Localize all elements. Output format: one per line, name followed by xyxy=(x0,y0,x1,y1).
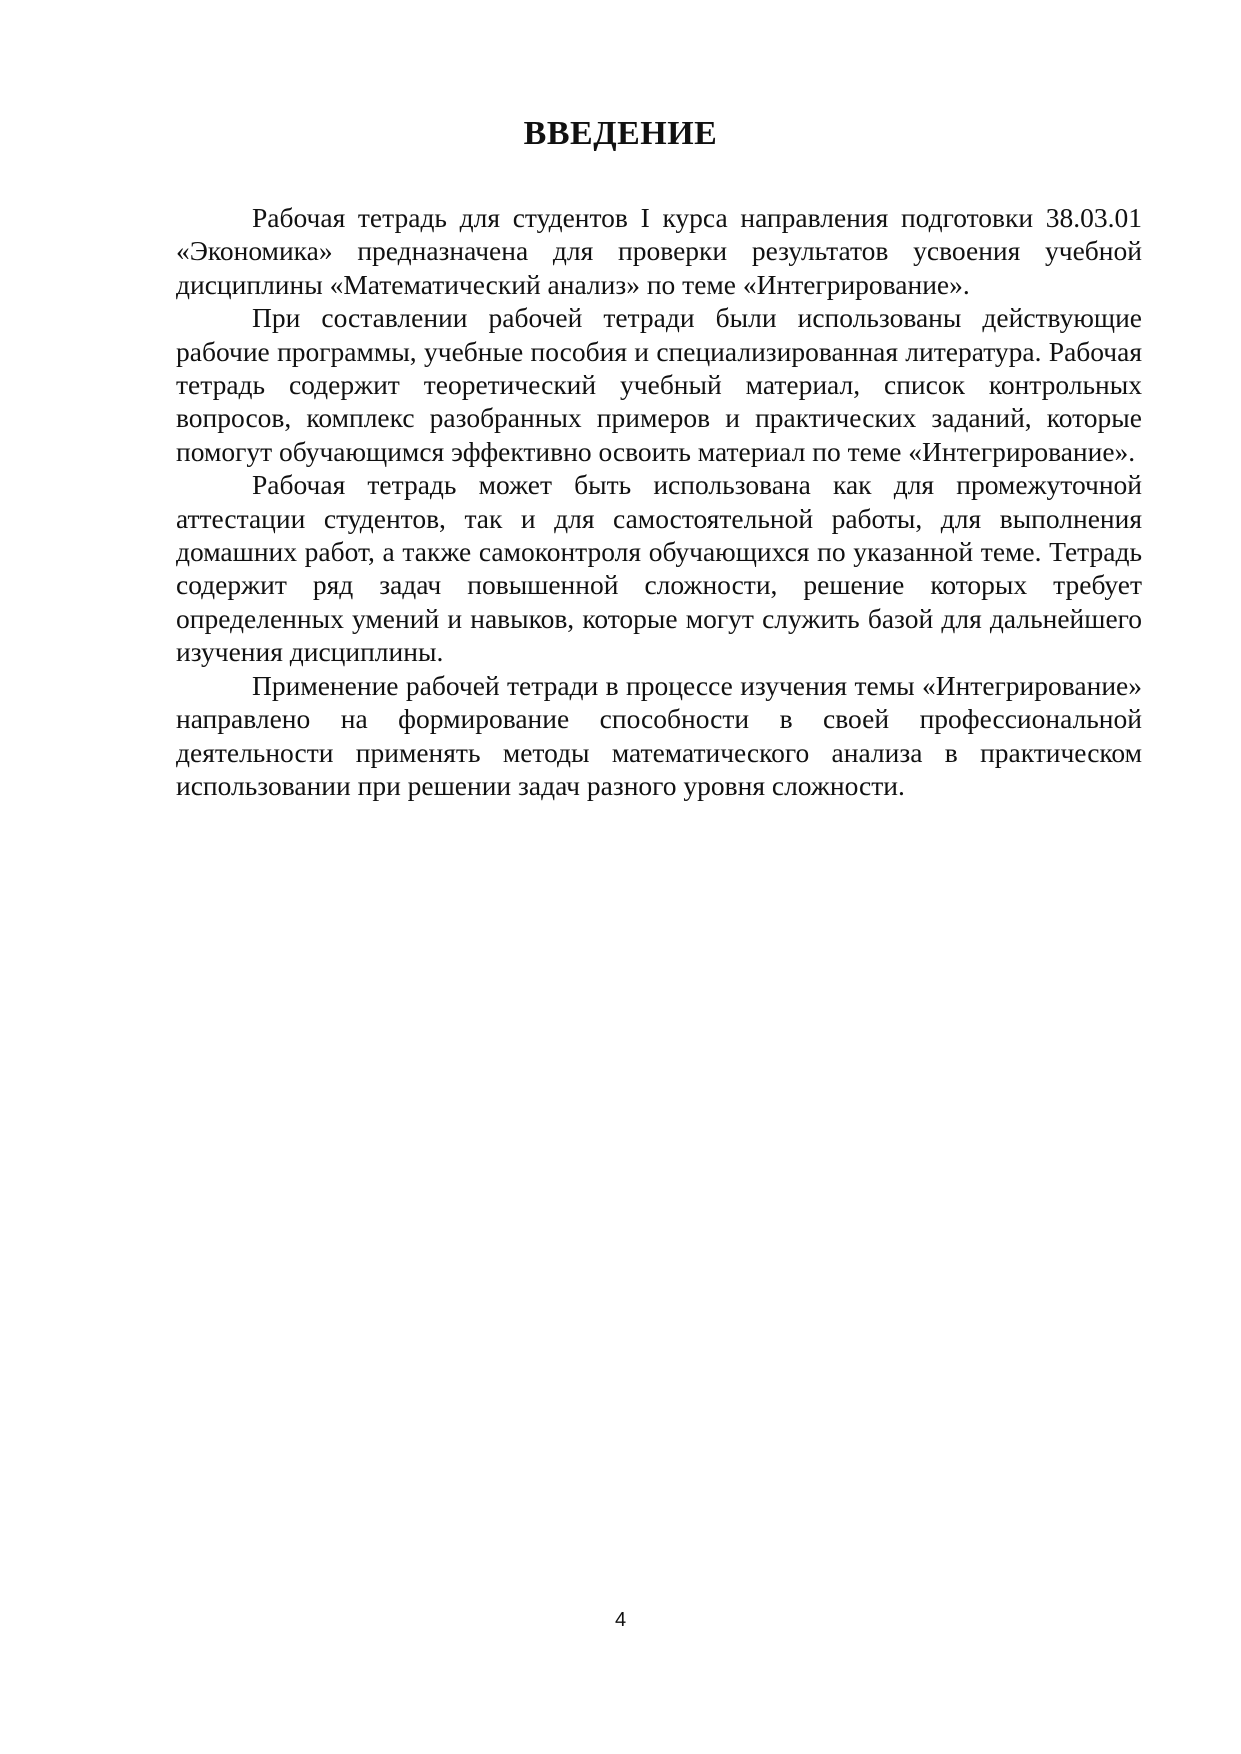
page-title: ВВЕДЕНИЕ xyxy=(523,115,718,152)
page-number: 4 xyxy=(614,1609,627,1631)
paragraph-contents: При составлении рабочей тетради были использованы действующие рабочие программы, учебные пособия и специализированная литература. Рабочая тетрадь содержит теоретический учебный материал, список контрольных вопросов, комплекс разобранных примеров и практических заданий, которые помогут обучающимся эффективно освоить материал по теме «Интегрирование». xyxy=(176,302,1142,467)
paragraph-application: Применение рабочей тетради в процессе изучения темы «Интегрирование» направлено на формирование способности в своей профессиональной деятельности применять методы математического анализа в практическом использовании при решении задач разного уровня сложности. xyxy=(176,669,1142,801)
paragraph-purpose: Рабочая тетрадь для студентов I курса направления подготовки 38.03.01 «Экономика» предназначена для проверки результатов усвоения учебной дисциплины «Математический анализ» по теме «Интегрирование». xyxy=(176,202,1142,300)
body-text xyxy=(176,201,1142,802)
paragraph-usage: Рабочая тетрадь может быть использована как для промежуточной аттестации студентов, так и для самостоятельной работы, для выполнения домашних работ, а также самоконтроля обучающихся по указанной теме. Тетрадь содержит ряд задач повышенной сложности, решение которых требует определенных умений и навыков, которые могут служить базой для дальнейшего изучения дисциплины. xyxy=(176,469,1142,668)
